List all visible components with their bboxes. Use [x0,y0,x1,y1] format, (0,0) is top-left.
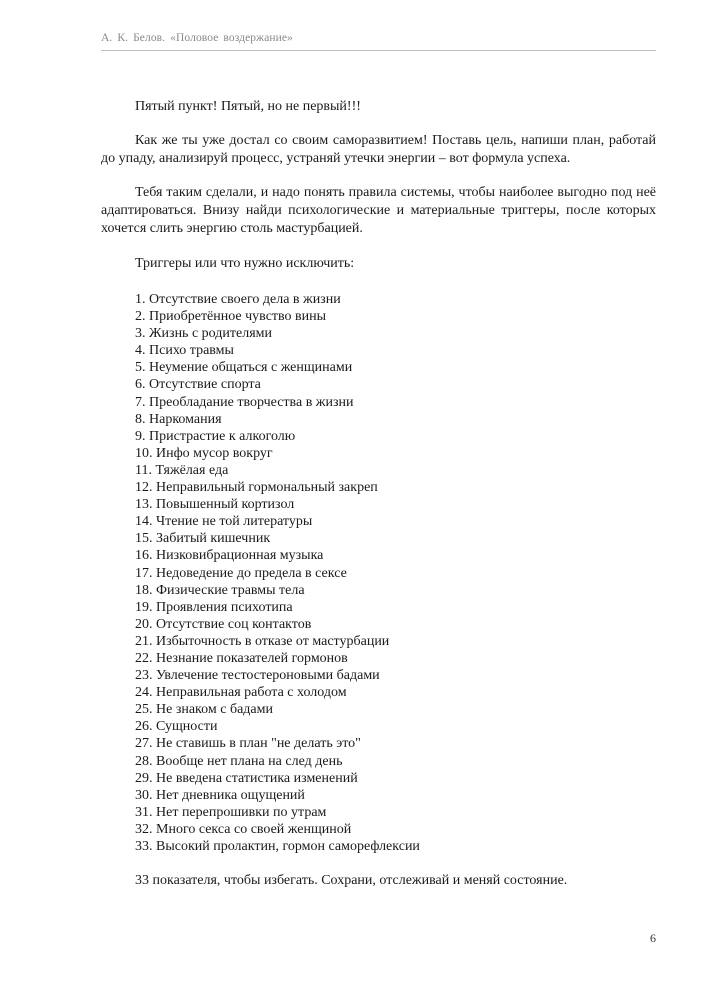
list-item: 14. Чтение не той литературы [135,514,313,530]
header-divider [101,50,656,51]
list-item: 20. Отсутствие соц контактов [135,616,312,632]
list-item: 12. Неправильный гормональный закреп [135,480,378,496]
summary: 33 показателя, чтобы избегать. Сохрани, отслеживай и меняй состояние. [135,873,568,889]
list-item: 2. Приобретённое чувство вины [135,309,327,325]
list-item: 28. Вообще нет плана на след день [135,753,343,769]
list-item: 19. Проявления психотипа [135,599,293,615]
list-item: 22. Незнание показателей гормонов [135,650,348,666]
list-item: 4. Психо травмы [135,343,234,359]
section-title: Пятый пункт! Пятый, но не первый!!! [135,99,361,114]
list-item: 9. Пристрастие к алкоголю [135,428,296,444]
list-item: 8. Наркомания [135,411,222,427]
list-item: 5. Неумение общаться с женщинами [135,360,353,376]
list-intro: Триггеры или что нужно исключить: [135,256,355,271]
list-item: 17. Недоведение до предела в сексе [135,565,347,581]
list-item: 30. Нет дневника ощущений [135,787,305,803]
triggers-list [101,291,656,855]
list-item: 27. Не ставишь в план "не делать это" [135,736,361,752]
list-item: 29. Не введена статистика изменений [135,770,358,786]
list-item: 3. Жизнь с родителями [135,326,272,342]
list-item: 32. Много секса со своей женщиной [135,821,352,837]
list-item: 23. Увлечение тестостероновыми бадами [135,668,380,684]
list-item: 15. Забитый кишечник [135,531,271,547]
list-item: 18. Физические травмы тела [135,582,305,598]
list-item: 10. Инфо мусор вокруг [135,445,273,461]
list-item: 24. Неправильная работа с холодом [135,685,347,701]
list-item: 21. Избыточность в отказе от мастурбации [135,633,390,649]
running-header: А. К. Белов. «Половое воздержание» [101,32,293,44]
paragraph: Как же ты уже достал со своим саморазвитием! Поставь цель, напиши план, работай до упаду, анализируй процесс, устраняй утечки энергии – вот формула успеха. [101,133,656,166]
list-item: 6. Отсутствие спорта [135,377,261,393]
paragraph: Тебя таким сделали, и надо понять правила системы, чтобы наиболее выгодно под неё адаптироваться. Внизу найди психологические и материальные триггеры, после которых хочется слить энергию столь мастурбацией. [101,185,656,236]
list-item: 26. Сущности [135,719,218,735]
page-number: 6 [650,931,656,945]
list-item: 31. Нет перепрошивки по утрам [135,804,327,820]
list-item: 33. Высокий пролактин, гормон саморефлексии [135,839,420,854]
list-item: 11. Тяжёлая еда [135,462,229,478]
page-content [101,98,656,890]
list-item: 7. Преобладание творчества в жизни [135,394,354,410]
list-item: 1. Отсутствие своего дела в жизни [135,292,341,307]
list-item: 25. Не знаком с бадами [135,702,273,718]
list-item: 13. Повышенный кортизол [135,497,295,513]
list-item: 16. Низковибрационная музыка [135,548,324,564]
